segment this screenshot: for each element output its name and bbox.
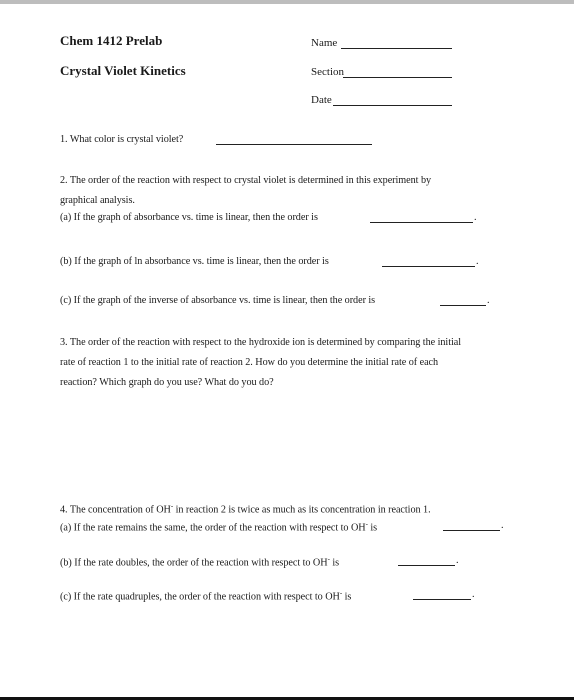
- question-4-line-1: [60, 502, 431, 515]
- question-1: 1. What color is crystal violet?: [60, 134, 184, 145]
- q4a-text: (a) If the rate remains the same, the order of the reaction with respect to OH: [60, 522, 366, 534]
- q2a-answer-blank[interactable]: [370, 222, 473, 223]
- q4b-text: (b) If the rate doubles, the order of the reaction with respect to OH: [60, 557, 328, 569]
- question-2b: (b) If the graph of ln absorbance vs. time is linear, then the order is: [60, 256, 329, 267]
- q4a-superscript: -: [365, 520, 368, 528]
- q4a-period: .: [501, 520, 504, 531]
- q4-line1-end: in reaction 2 is twice as much as its concentration in reaction 1.: [173, 504, 431, 516]
- question-3-line-3: reaction? Which graph do you use? What do you do?: [60, 377, 274, 388]
- question-2-line-2: graphical analysis.: [60, 195, 135, 206]
- q4-superscript: -: [170, 502, 174, 510]
- question-2c: (c) If the graph of the inverse of absorbance vs. time is linear, then the order is: [60, 295, 376, 306]
- q2b-answer-blank[interactable]: [382, 266, 475, 267]
- section-blank[interactable]: [343, 77, 452, 78]
- question-4a: [60, 520, 377, 533]
- question-4b: [60, 555, 339, 568]
- section-label: Section: [311, 66, 344, 78]
- name-blank[interactable]: [341, 48, 452, 49]
- top-border: [0, 0, 574, 4]
- q2c-period: .: [487, 295, 490, 306]
- q4b-is: is: [332, 557, 340, 569]
- q4a-answer-blank[interactable]: [443, 530, 500, 531]
- q4c-is: is: [344, 591, 352, 603]
- question-3-line-2: rate of reaction 1 to the initial rate of reaction 2. How do you determine the initial rate of each: [60, 357, 439, 368]
- question-2-line-1: 2. The order of the reaction with respect to crystal violet is determined in this experiment by: [60, 175, 432, 186]
- q4b-answer-blank[interactable]: [398, 565, 455, 566]
- question-4c: [60, 589, 351, 602]
- date-blank[interactable]: [333, 105, 452, 106]
- q4c-superscript: -: [339, 589, 343, 597]
- q4a-is: is: [370, 522, 378, 534]
- date-label: Date: [311, 94, 332, 106]
- name-label: Name: [311, 37, 338, 49]
- doc-title: Chem 1412 Prelab: [60, 33, 163, 48]
- q4c-period: .: [472, 589, 475, 600]
- q2c-answer-blank[interactable]: [440, 305, 486, 306]
- doc-subtitle: Crystal Violet Kinetics: [60, 63, 186, 78]
- q4c-answer-blank[interactable]: [413, 599, 471, 600]
- question-2a: (a) If the graph of absorbance vs. time is linear, then the order is: [60, 212, 318, 223]
- q1-answer-blank[interactable]: [216, 144, 372, 145]
- q4c-text: (c) If the rate quadruples, the order of the reaction with respect to OH: [60, 591, 340, 603]
- question-3-line-1: 3. The order of the reaction with respect to the hydroxide ion is determined by comparing the initial: [60, 337, 462, 348]
- q2b-period: .: [476, 256, 479, 267]
- q2a-period: .: [474, 212, 477, 223]
- q4-line1-start: 4. The concentration of OH: [60, 504, 171, 516]
- q4b-superscript: -: [327, 555, 330, 563]
- q4b-period: .: [456, 555, 459, 566]
